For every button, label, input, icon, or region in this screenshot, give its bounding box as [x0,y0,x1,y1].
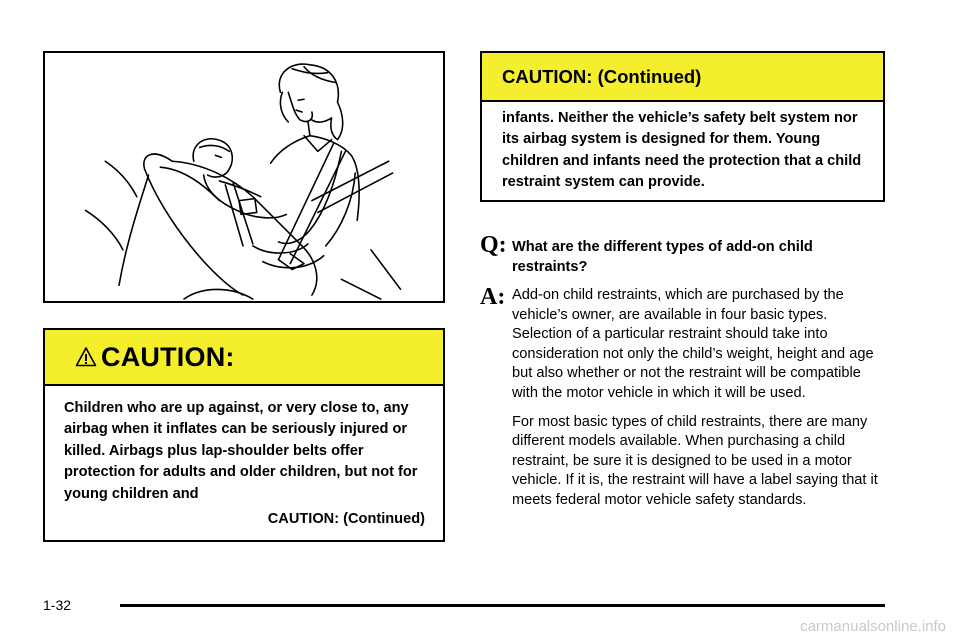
caution-continued-label: CAUTION: (Continued) [267,511,425,528]
answer-paragraph: Add-on child restraints, which are purchased by the vehicle’s owner, are available in four basic types. Selection of a particular restraint should take into consideration not only the child’s weight, height and age but also whether or not the restraint will be compatible with the motor vehicle in which it will be used. [512,287,874,401]
answer-block [480,284,900,520]
caution-header [45,330,443,386]
question-text: What are the different types of add-on child restraints? [512,239,813,275]
caution-text: Children who are up against, or very close to, any airbag when it inflates can be seriously injured or killed. Airbags plus lap-shoulder belts offer protection for adults and older children, but not for young children and [64,400,418,502]
caution-title: CAUTION: [101,341,235,372]
page-number: 1-32 [43,597,72,613]
caution-body [45,386,443,505]
caution-box [43,328,445,542]
answer-text [512,284,890,511]
caution-continued-text: infants. Neither the vehicle’s safety belt system nor its airbag system is designed for them. Young children and infants need the protection that a child restraint system can provide. [502,110,862,191]
footer-rule [120,604,885,607]
caution-continued-body [482,102,883,194]
answer-paragraph: For most basic types of child restraints, there are many different models available. When purchasing a child restraint, be sure it is designed to be used in a motor vehicle. If it is, the restraint will have a label saying that it meets federal motor vehicle safety standards. [512,413,878,508]
caution-continued-box [480,51,885,202]
question-letter: Q: [480,232,507,258]
answer-letter: A: [480,284,506,310]
caution-continued-title: CAUTION: (Continued) [482,53,883,102]
question-block [480,232,900,277]
child-seat-illustration [43,51,445,303]
child-in-seat-drawing [45,53,443,301]
watermark: carmanualsonline.info [800,618,946,635]
warning-triangle-icon [75,346,97,368]
